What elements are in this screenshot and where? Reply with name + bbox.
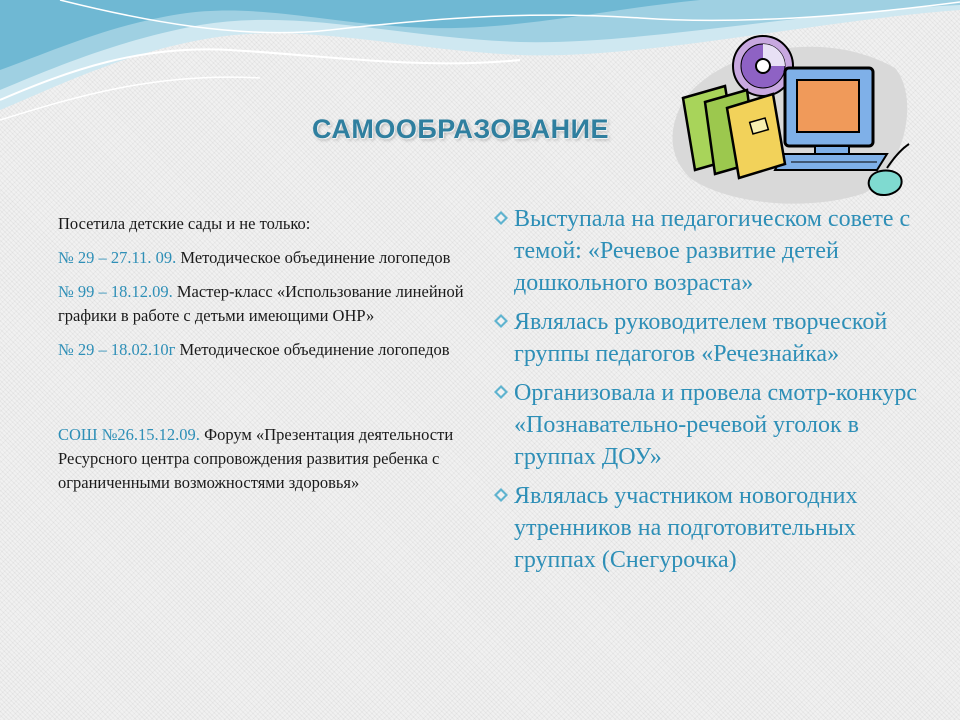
diamond-bullet-icon xyxy=(492,480,514,508)
entry-reference: № 29 – 27.11. 09. xyxy=(58,248,177,267)
slide-title: САМООБРАЗОВАНИЕ xyxy=(312,114,609,144)
bullet-text: Выступала на педагогическом совете с темой: «Речевое развитие детей дошкольного возраста» xyxy=(514,206,911,296)
entry-text: Форум «Презентация деятельности Ресурсного центра сопровождения развития ребенка с ограниченными возможностями здоровья» xyxy=(58,425,454,492)
computer-books-clipart xyxy=(665,28,915,208)
bullet-text: Являлась участником новогодних утренников на подготовительных группах (Снегурочка) xyxy=(514,483,858,573)
list-item xyxy=(58,338,476,362)
list-item xyxy=(58,246,476,270)
entry-reference: СОШ №26.15.12.09. xyxy=(58,425,200,444)
spacer xyxy=(58,372,476,423)
left-intro: Посетила детские сады и не только: xyxy=(58,214,311,233)
diamond-bullet-icon xyxy=(492,377,514,405)
bullet-item xyxy=(492,377,922,473)
entry-text: Мастер-класс «Использование линейной графики в работе с детьми имеющими ОНР» xyxy=(58,282,464,325)
entry-text: Методическое объединение логопедов xyxy=(176,248,451,267)
entry-text: Методическое объединение логопедов xyxy=(175,340,450,359)
entry-reference: № 99 – 18.12.09. xyxy=(58,282,173,301)
bullet-item xyxy=(492,306,922,370)
list-item xyxy=(58,423,476,495)
entry-reference: № 29 – 18.02.10г xyxy=(58,340,176,359)
bullet-text: Являлась руководителем творческой группы педагогов «Речезнайка» xyxy=(514,309,888,367)
diamond-bullet-icon xyxy=(492,203,514,231)
bullet-text: Организовала и провела смотр-конкурс «Познавательно-речевой уголок в группах ДОУ» xyxy=(514,380,918,470)
right-column xyxy=(492,203,922,583)
list-item xyxy=(58,280,476,328)
diamond-bullet-icon xyxy=(492,306,514,334)
bullet-item xyxy=(492,480,922,576)
left-column xyxy=(58,212,476,505)
bullet-item xyxy=(492,203,922,299)
